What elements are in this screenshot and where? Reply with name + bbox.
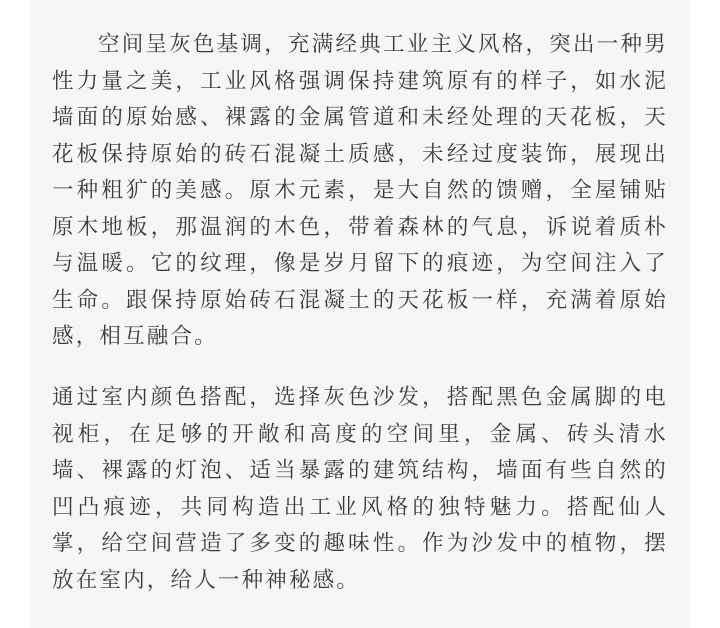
article-paragraph-2: 通过室内颜色搭配，选择灰色沙发，搭配黑色金属脚的电视柜，在足够的开敞和高度的空间里，金属、砖头清水墙、裸露的灯泡、适当暴露的建筑结构，墙面有些自然的凹凸痕迹，共同构造出工业风格的独特魅力。搭配仙人掌，给空间营造了多变的趣味性。作为沙发中的植物，摆放在室内，给人一种神秘感。 (52, 385, 668, 593)
article-panel (30, 0, 690, 628)
article-paragraph-1: 空间呈灰色基调，充满经典工业主义风格，突出一种男性力量之美，工业风格强调保持建筑原有的样子，如水泥墙面的原始感、裸露的金属管道和未经处理的天花板，天花板保持原始的砖石混凝土质感，未经过度装饰，展现出一种粗犷的美感。原木元素，是大自然的馈赠，全屋铺贴原木地板，那温润的木色，带着森林的气息，诉说着质朴与温暖。它的纹理，像是岁月留下的痕迹，为空间注入了生命。跟保持原始砖石混凝土的天花板一样，充满着原始感，相互融合。 (52, 32, 668, 349)
